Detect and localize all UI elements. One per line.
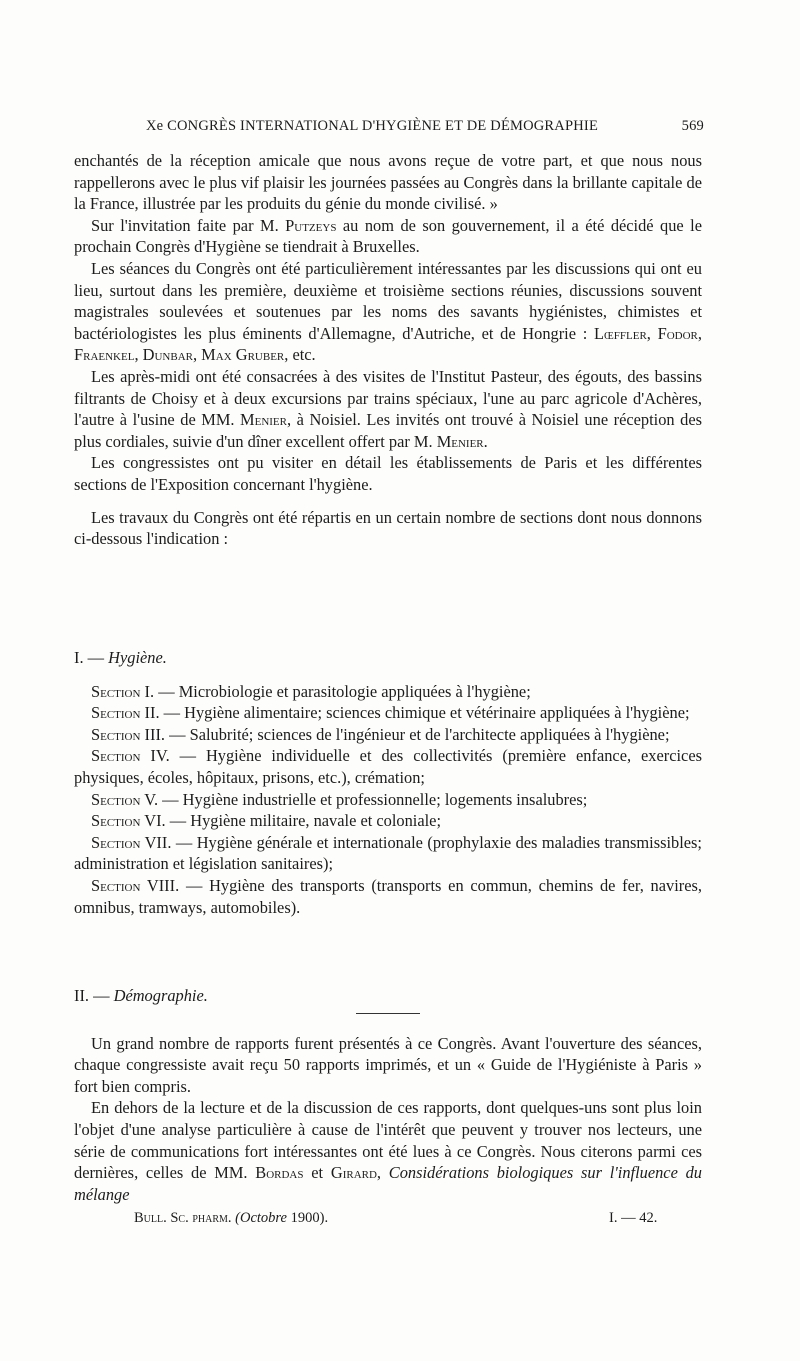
p2b-comma: , bbox=[376, 1163, 389, 1183]
section-label: Section IV. bbox=[91, 746, 170, 766]
paragraph-3 bbox=[74, 258, 702, 366]
section-text: — Hygiène générale et internationale (prophylaxie des maladies transmissibles; administration et législation sanitaires); bbox=[74, 832, 702, 874]
part-1-title: Hygiène. bbox=[108, 648, 167, 667]
p2b-and: et bbox=[303, 1163, 331, 1183]
section-text: — Microbiologie et parasitologie appliquées à l'hygiène; bbox=[154, 681, 531, 701]
p4-text-b: , à Noisiel. Les invités ont trouvé à Noisiel une réception des plus cordiales, suivie d'un dîner excellent offert par M. bbox=[74, 410, 702, 451]
section-item bbox=[74, 681, 702, 703]
part-1-heading bbox=[74, 647, 702, 669]
section-list bbox=[74, 681, 702, 919]
author-bordas: Bordas bbox=[255, 1163, 304, 1183]
paragraph-6: Les travaux du Congrès ont été répartis en un certain nombre de sections dont nous donnons ci-dessous l'indication : bbox=[74, 507, 702, 549]
sheet-number: I. — 42. bbox=[609, 1210, 658, 1226]
section-text: — Hygiène militaire, navale et coloniale; bbox=[165, 811, 441, 831]
paragraph-5: Les congressistes ont pu visiter en détail les établissements de Paris et les différentes sections de l'Exposition concernant l'hygiène. bbox=[74, 453, 702, 494]
part-1-numeral: I. — bbox=[74, 648, 109, 667]
journal-year: 1900). bbox=[286, 1210, 329, 1226]
running-title: Xe CONGRÈS INTERNATIONAL D'HYGIÈNE ET DE DÉMOGRAPHIE bbox=[146, 118, 598, 134]
intro-block bbox=[74, 150, 702, 550]
p4-name-1: Menier bbox=[240, 410, 287, 430]
p3-text-a: Les séances du Congrès ont été particulièrement intéressantes par les discussions qui ont eu lieu, surtout dans les première, deuxième et troisième sections réunies, discussions souvent magistrales soulevées et soutenues par les noms des savants hygiénistes, chimistes et bactériologistes les plus éminents d'Allemagne, d'Autriche, et de Hongrie : bbox=[74, 258, 702, 343]
page-number: 569 bbox=[681, 118, 704, 134]
p3-names: Lœffler, Fodor, Fraenkel, Dunbar, Max Gruber bbox=[74, 323, 702, 365]
journal-citation bbox=[134, 1210, 328, 1227]
p4-text-c: . bbox=[483, 431, 488, 451]
section-label: Section VII. bbox=[91, 832, 172, 852]
p2b-text-a: En dehors de la lecture et de la discussion de ces rapports, dont quelques-uns sont plus loin l'objet d'une analyse particulière à cause de l'intérêt que peuvent y trouver nos lecteurs, une série de communications fort intéressantes ont été lues à ce Congrès. Nous citerons parmi ces dernières, celles de MM. bbox=[74, 1098, 702, 1183]
journal-name: Bull. Sc. pharm. bbox=[134, 1210, 236, 1226]
journal-month: (Octobre bbox=[235, 1210, 287, 1226]
section-label: Section VIII. bbox=[91, 875, 180, 895]
paragraph-1: enchantés de la réception amicale que nous avons reçue de votre part, et que nous nous rappellerons avec le plus vif plaisir les journées passées au Congrès dans la brillante capitale de la France, illustrée par les produits du génie du monde civilisé. » bbox=[74, 151, 702, 214]
p2b-italic-title: Considérations biologiques sur l'influence du mélange bbox=[74, 1163, 703, 1204]
p4-text-a: Les après-midi ont été consacrées à des visites de l'Institut Pasteur, des égouts, des bassins filtrants de Choisy et à deux excursions par trains spéciaux, l'une au parc agricole d'Achères, l'autre à l'usine de MM. bbox=[74, 366, 702, 430]
section-label: Section II. bbox=[91, 703, 160, 723]
p4-name-2: Menier bbox=[436, 431, 484, 451]
section-text: — Hygiène industrielle et professionnelle; logements insalubres; bbox=[158, 789, 588, 809]
section-item bbox=[74, 789, 702, 811]
paragraph-4 bbox=[74, 366, 702, 452]
section-item bbox=[74, 702, 702, 724]
section-text: — Hygiène alimentaire; sciences chimique et vétérinaire appliquées à l'hygiène; bbox=[159, 703, 690, 723]
section-label: Section V. bbox=[91, 789, 159, 809]
p3-text-b: , etc. bbox=[284, 345, 316, 365]
p2-text-a: Sur l'invitation faite par M. bbox=[91, 215, 286, 235]
part-2 bbox=[74, 985, 702, 1205]
part-2-title: Démographie. bbox=[113, 986, 208, 1005]
section-item bbox=[74, 875, 702, 918]
paragraph-2 bbox=[74, 215, 702, 258]
section-item bbox=[74, 810, 702, 832]
section-item bbox=[74, 832, 702, 875]
section-item bbox=[74, 745, 702, 788]
part-2-paragraph-1: Un grand nombre de rapports furent présentés à ce Congrès. Avant l'ouverture des séances, chaque congressiste avait reçu 50 rapports imprimés, et un « Guide de l'Hygiéniste à Paris » fort bien compris. bbox=[74, 1033, 702, 1096]
section-text: — Hygiène individuelle et des collectivités (première enfance, exercices physiques, écoles, hôpitaux, prisons, etc.), crémation; bbox=[74, 746, 702, 787]
author-girard: Girard bbox=[330, 1163, 377, 1183]
section-text: — Salubrité; sciences de l'ingénieur et de l'architecte appliquées à l'hygiène; bbox=[165, 724, 670, 744]
p2-name: Putzeys bbox=[285, 215, 337, 235]
part-1 bbox=[74, 647, 702, 918]
part-2-paragraph-2 bbox=[74, 1097, 702, 1205]
section-rule bbox=[356, 1013, 420, 1014]
section-label: Section III. bbox=[91, 724, 166, 744]
p2-text-b: au nom de son gouvernement, il a été décidé que le prochain Congrès d'Hygiène se tiendrait à Bruxelles. bbox=[74, 215, 703, 257]
part-2-numeral: II. — bbox=[74, 986, 114, 1005]
part-2-heading bbox=[74, 985, 702, 1007]
section-label: Section I. bbox=[91, 681, 155, 701]
section-item bbox=[74, 724, 702, 746]
section-text: — Hygiène des transports (transports en commun, chemins de fer, navires, omnibus, tramways, automobiles). bbox=[74, 875, 702, 917]
section-label: Section VI. bbox=[91, 811, 166, 831]
